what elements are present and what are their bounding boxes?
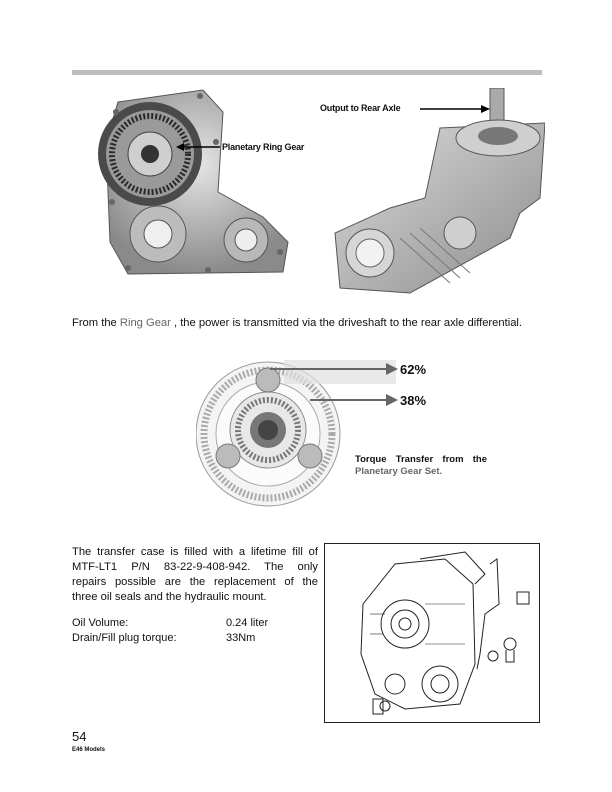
top-rule: [72, 70, 542, 75]
transfer-case-assembled-photo: [330, 88, 545, 298]
page-number: 54: [72, 729, 87, 744]
planetary-ring-gear-label: Planetary Ring Gear: [222, 142, 305, 152]
ring-gear-sentence: From the Ring Gear , the power is transmitted via the driveshaft to the rear axle differential.: [72, 317, 523, 329]
ring-gear-term: Ring Gear: [119, 317, 171, 329]
transfer-case-housing-photo: [88, 82, 293, 282]
front-torque-percent: 62%: [400, 362, 427, 377]
ring-gear-arrow: [176, 142, 222, 152]
spec-oil-volume-label: Oil Volume:: [72, 617, 129, 629]
exploded-view-drawing: [325, 544, 539, 722]
spec-plug-torque-label: Drain/Fill plug torque:: [72, 632, 177, 644]
output-rear-axle-arrow: [420, 104, 490, 114]
transfer-case-paragraph: The transfer case is filled with a lifetime fill of MTF-LT1 P/N 83-22-9-408-942. The only repairs possible are the replacement of the three oil seals and the hydraulic mount.: [72, 546, 318, 603]
torque-arrows: [270, 362, 400, 412]
spec-plug-torque-value: 33Nm: [226, 632, 256, 644]
spec-oil-volume-value: 0.24 liter: [226, 617, 269, 629]
model-label: E46 Models: [72, 747, 106, 753]
output-rear-axle-label: Output to Rear Axle: [320, 103, 401, 113]
torque-caption: Torque Transfer from the Planetary Gear Set.: [355, 454, 487, 477]
rear-torque-percent: 38%: [400, 393, 427, 408]
